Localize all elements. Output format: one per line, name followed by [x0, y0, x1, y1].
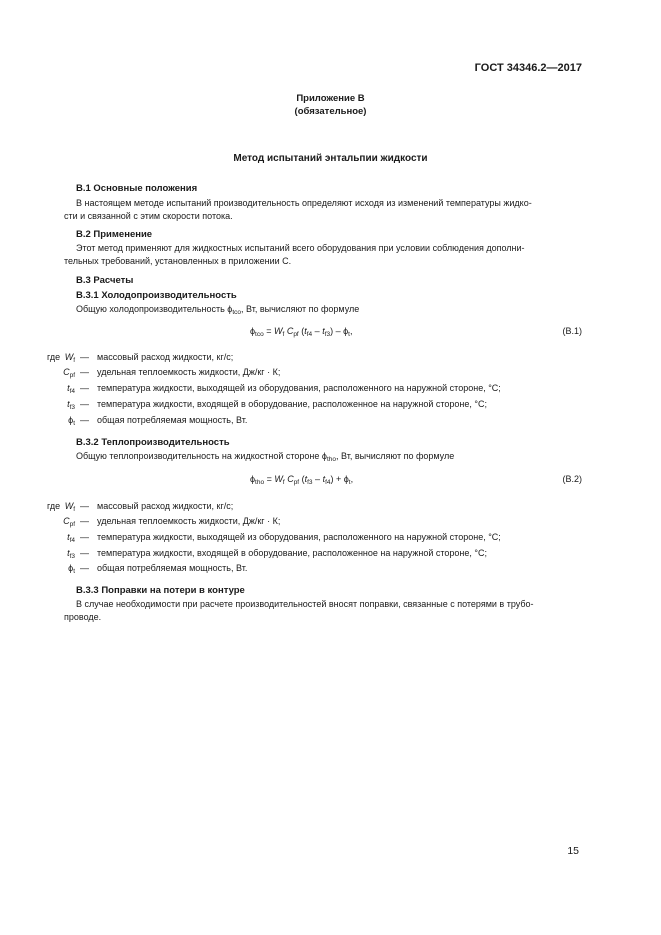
legend-dash: — — [80, 367, 89, 377]
symbol-tf4: $t_{f4}$ — [67, 383, 75, 395]
paragraph-b32-intro: Общую теплопроизводительность на жидкостной стороне $\phi_{tho}$, Вт, вычисляют по формуле — [76, 451, 455, 463]
legend-dash: — — [80, 548, 89, 558]
legend-tf3: температура жидкости, входящей в оборудование, расположенное на наружной стороне, °С; — [97, 548, 488, 558]
paragraph-b1-line1: В настоящем методе испытаний производительность определяют исходя из изменений температуры жидко- — [76, 198, 532, 208]
symbol-tf4: $t_{f4}$ — [67, 532, 75, 544]
legend-dash: — — [80, 532, 89, 542]
legend-cpf: удельная теплоемкость жидкости, Дж/кг · К; — [97, 516, 281, 526]
legend-wf: массовый расход жидкости, кг/с; — [97, 352, 234, 362]
legend-dash: — — [80, 415, 89, 425]
page-number: 15 — [567, 845, 579, 857]
main-title: Метод испытаний энтальпии жидкости — [233, 153, 428, 164]
symbol-phi-t: $\phi_t$ — [68, 415, 75, 427]
legend-dash: — — [80, 501, 89, 511]
paragraph-b1-line2: сти и связанной с этим скорости потока. — [64, 211, 233, 221]
paragraph-b2-line1: Этот метод применяют для жидкостных испытаний всего оборудования при условии соблюдения дополни- — [76, 243, 525, 253]
legend-wf: массовый расход жидкости, кг/с; — [97, 501, 234, 511]
heading-b33: В.3.3 Поправки на потери в контуре — [76, 585, 245, 596]
heading-b32: В.3.2 Теплопроизводительность — [76, 437, 230, 448]
legend-dash: — — [80, 383, 89, 393]
formula-b2: $\phi_{tho} = W_f$ $C_{pf}$ $(t_{f3} - t_{f4}) + \phi_t$, — [250, 474, 354, 486]
legend-where: где — [47, 352, 61, 362]
annex-status: (обязательное) — [294, 106, 367, 117]
symbol-cpf: $C_{pf}$ — [63, 516, 75, 528]
legend-phi-t: общая потребляемая мощность, Вт. — [97, 563, 248, 573]
symbol-cpf: $C_{pf}$ — [63, 367, 75, 379]
heading-b2: В.2 Применение — [76, 229, 153, 240]
legend-tf4: температура жидкости, выходящей из оборудования, расположенного на наружной стороне, °С; — [97, 383, 501, 393]
standard-number: ГОСТ 34346.2—2017 — [474, 62, 582, 74]
equation-number-b2: (В.2) — [562, 474, 582, 484]
symbol-tf3: $t_{f3}$ — [67, 399, 75, 411]
symbol-phi-t: $\phi_t$ — [68, 563, 75, 575]
legend-dash: — — [80, 399, 89, 409]
legend-where: где — [47, 501, 61, 511]
heading-b1: В.1 Основные положения — [76, 183, 198, 194]
legend-phi-t: общая потребляемая мощность, Вт. — [97, 415, 248, 425]
heading-b3: В.3 Расчеты — [76, 275, 134, 286]
legend-tf4: температура жидкости, выходящей из оборудования, расположенного на наружной стороне, °С; — [97, 532, 501, 542]
paragraph-b33-line2: проводе. — [64, 612, 102, 622]
legend-tf3: температура жидкости, входящей в оборудование, расположенное на наружной стороне, °С; — [97, 399, 488, 409]
equation-number-b1: (В.1) — [562, 326, 582, 336]
paragraph-b33-line1: В случае необходимости при расчете производительностей вносят поправки, связанные с потерями в трубо- — [76, 599, 534, 609]
legend-dash: — — [80, 563, 89, 573]
symbol-wf: $W_f$ — [64, 501, 75, 513]
legend-dash: — — [80, 352, 89, 362]
legend-dash: — — [80, 516, 89, 526]
heading-b31: В.3.1 Холодопроизводительность — [76, 290, 237, 301]
paragraph-b2-line2: тельных требований, установленных в приложении С. — [64, 256, 292, 266]
paragraph-b31-intro: Общую холодопроизводительность $\phi_{tco}$, Вт, вычисляют по формуле — [76, 304, 360, 316]
symbol-tf3: $t_{f3}$ — [67, 548, 75, 560]
legend-cpf: удельная теплоемкость жидкости, Дж/кг · К; — [97, 367, 281, 377]
symbol-wf: $W_f$ — [64, 352, 75, 364]
annex-title: Приложение В — [296, 93, 365, 104]
formula-b1: $\phi_{tco} = W_f$ $C_{pf}$ $(t_{f4} - t_{f3}) - \phi_t$, — [250, 326, 353, 338]
